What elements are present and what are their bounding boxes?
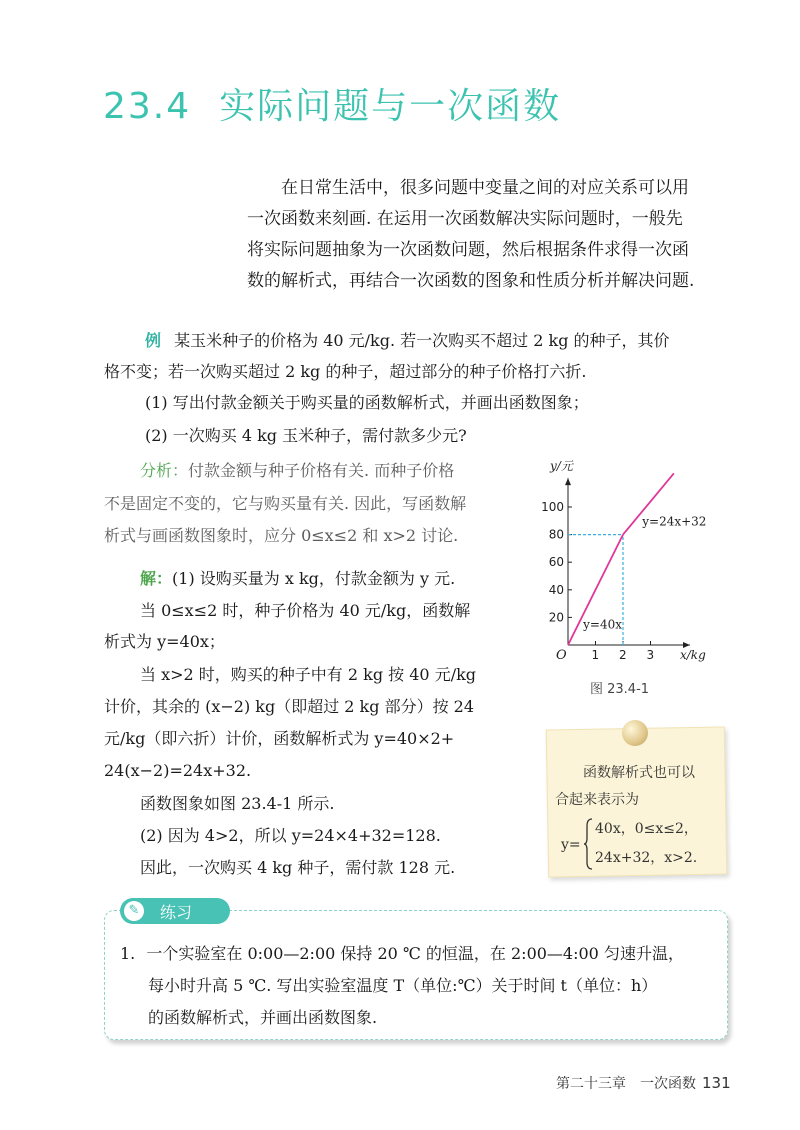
- intro-line: 数的解析式，再结合一次函数的图象和性质分析并解决问题.: [247, 271, 695, 291]
- note-case-2: 24x+32，x>2.: [595, 850, 698, 866]
- analysis-line-1: 分析：付款金额与种子价格有关. 而种子价格: [140, 461, 455, 480]
- page-footer: [556, 1073, 731, 1093]
- section-number: 23.4: [103, 86, 192, 127]
- y-tick-label: 40: [548, 582, 564, 597]
- y-axis-arrow: [565, 478, 571, 485]
- exercise-tab: [120, 898, 230, 924]
- y-tick-label: 80: [548, 527, 564, 542]
- example-label: 例: [145, 331, 162, 350]
- intro-paragraph: [247, 173, 737, 297]
- x-axis-label: x/kg: [680, 648, 706, 662]
- note-line-1: 函数解析式也可以: [583, 765, 695, 781]
- solution-line-6: 元/kg（即六折）计价，函数解析式为 y=40×2+: [104, 729, 455, 748]
- note-formula: [555, 816, 725, 874]
- solution-label: 解：: [140, 569, 173, 588]
- side-note-text: [555, 760, 725, 874]
- page-number: 131: [702, 1074, 731, 1092]
- solution-line-1: 解：(1) 设购买量为 x kg，付款金额为 y 元.: [140, 569, 456, 588]
- exercise-item-number: 1.: [120, 944, 136, 963]
- solution-line-7: 24(x−2)=24x+32.: [104, 761, 252, 780]
- exercise-tab-label: 练习: [160, 903, 193, 922]
- section-title: [103, 78, 561, 129]
- figure-caption: 图 23.4-1: [590, 682, 650, 697]
- solution-line-9: (2) 因为 4>2，所以 y=24×4+32=128.: [140, 826, 441, 845]
- x-tick-label: 2: [619, 648, 627, 662]
- note-case-1: 40x，0≤x≤2，: [595, 821, 698, 837]
- example-line-1: 例 某玉米种子的价格为 40 元/kg. 若一次购买不超过 2 kg 的种子，其价: [145, 331, 670, 350]
- solution-line-2: 当 0≤x≤2 时，种子价格为 40 元/kg，函数解: [140, 601, 471, 620]
- origin-label: O: [556, 648, 567, 663]
- note-formula-y: y=: [561, 837, 581, 853]
- y-tick-label: 100: [541, 500, 564, 514]
- function-graph: [530, 455, 730, 670]
- footer-chapter: 第二十三章 一次函数: [556, 1076, 696, 1092]
- brace-icon: [583, 818, 593, 870]
- intro-line: 在日常生活中，很多问题中变量之间的对应关系可以用: [281, 178, 689, 198]
- example-line-2: 格不变；若一次购买超过 2 kg 的种子，超过部分的种子价格打六折.: [104, 362, 587, 381]
- y-tick-label: 60: [548, 555, 564, 570]
- solution-line-10: 因此，一次购买 4 kg 种子，需付款 128 元.: [140, 858, 456, 877]
- solution-line-5: 计价，其余的 (x−2) kg（即超过 2 kg 部分）按 24: [104, 697, 475, 716]
- exercise-line-2: 每小时升高 5 ℃. 写出实验室温度 T（单位:℃）关于时间 t（单位：h）: [148, 976, 658, 995]
- intro-line: 将实际问题抽象为一次函数问题，然后根据条件求得一次函: [247, 240, 689, 260]
- x-tick-label: 3: [646, 648, 655, 662]
- y-axis-label: y/元: [550, 459, 573, 474]
- series-label-1: y=40x: [583, 617, 622, 632]
- analysis-line-2: 不是固定不变的，它与购买量有关. 因此，写函数解: [104, 494, 467, 513]
- solution-line-8: 函数图象如图 23.4-1 所示.: [140, 794, 335, 813]
- section-heading: 实际问题与一次函数: [219, 86, 562, 127]
- intro-line: 一次函数来刻画. 在运用一次函数解决实际问题时，一般先: [247, 209, 683, 229]
- solution-line-3: 析式为 y=40x；: [104, 632, 225, 651]
- example-question-1: (1) 写出付款金额关于购买量的函数解析式，并画出函数图象；: [145, 393, 589, 412]
- pencil-icon: ✎: [124, 901, 144, 921]
- analysis-line-3: 析式与画函数图象时，应分 0≤x≤2 和 x>2 讨论.: [104, 526, 459, 545]
- y-tick-label: 20: [548, 610, 564, 625]
- example-question-2: (2) 一次购买 4 kg 玉米种子，需付款多少元?: [145, 426, 467, 445]
- note-line-2: 合起来表示为: [555, 792, 639, 808]
- exercise-line-1: 1. 一个实验室在 0:00—2:00 保持 20 ℃ 的恒温，在 2:00—4:00 匀速升温，: [120, 944, 684, 963]
- pushpin-icon: [622, 720, 648, 746]
- exercise-line-3: 的函数解析式，并画出函数图象.: [148, 1008, 378, 1027]
- series-label-2: y=24x+32: [642, 514, 707, 529]
- x-tick-label: 1: [591, 648, 600, 662]
- analysis-label: 分析：: [140, 461, 189, 480]
- solution-line-4: 当 x>2 时，购买的种子中有 2 kg 按 40 元/kg: [140, 665, 477, 684]
